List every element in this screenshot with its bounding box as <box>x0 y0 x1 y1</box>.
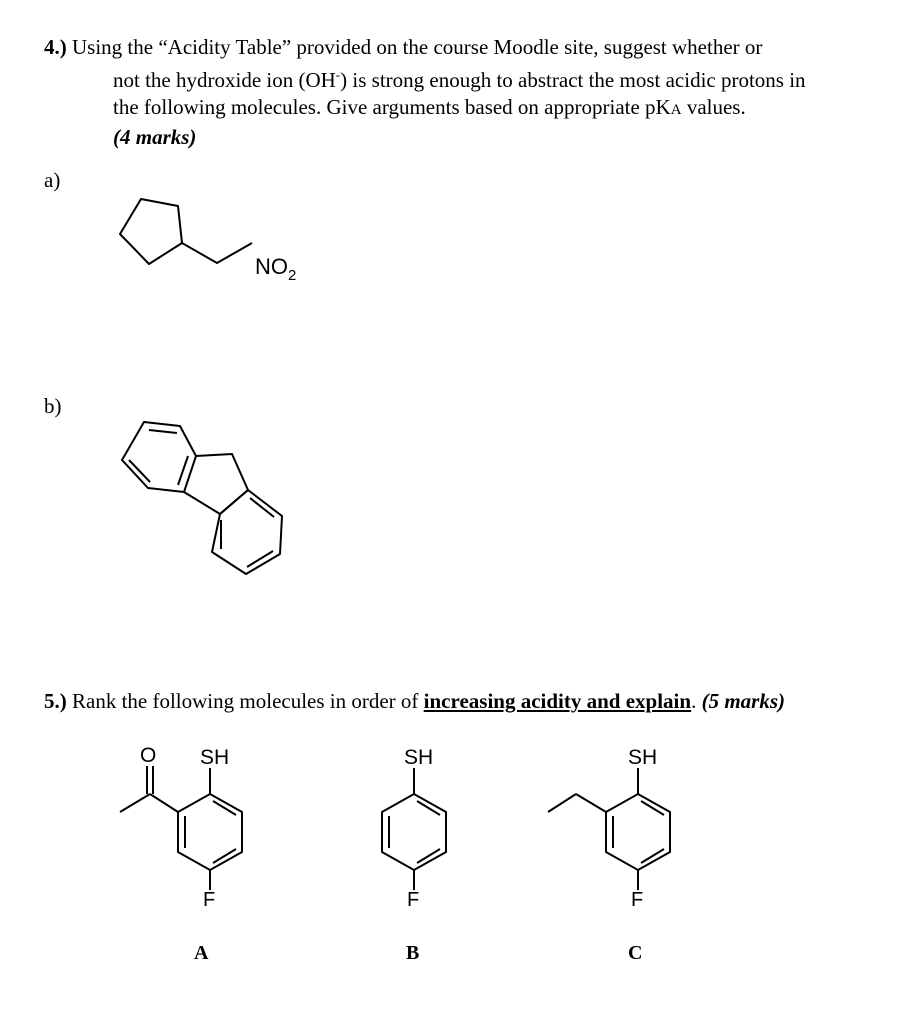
mol-A-o-label: O <box>140 744 157 767</box>
question-5-number: 5.) <box>44 689 67 713</box>
question-4-marks: (4 marks) <box>113 125 197 149</box>
mol-C-sh-label: SH <box>628 746 658 769</box>
question-4-number: 4.) <box>44 35 67 59</box>
part-b-label: b) <box>44 394 62 418</box>
q4-line3: the following molecules. Give arguments based on appropriate pK <box>113 95 671 119</box>
q4-line2-a: not the hydroxide ion (OH <box>113 68 336 92</box>
molecule-B-structure <box>360 738 480 918</box>
question-5-marks: (5 marks) <box>701 689 785 713</box>
question-4-line-3 <box>44 94 894 124</box>
question-5-text: Rank the following molecules in order of <box>72 689 424 713</box>
molecule-b-structure <box>100 410 300 590</box>
molecule-C-label: C <box>628 942 643 964</box>
mol-A-sh-label: SH <box>200 746 230 769</box>
question-5-emphasis: increasing acidity and explain <box>423 689 692 713</box>
molecule-A-structure <box>110 738 270 918</box>
molecule-B-label: B <box>406 942 420 964</box>
q4-line2-sup: - <box>335 67 341 82</box>
mol-B-f-label: F <box>407 889 420 911</box>
question-4-line-1 <box>44 34 894 61</box>
molecule-a-structure <box>100 190 360 300</box>
q4-line3-end: values. <box>681 95 746 119</box>
mol-a-no2-label: $NO_2$ <box>255 254 297 284</box>
question-4-line-2 <box>44 61 894 94</box>
question-5 <box>44 688 904 715</box>
question-4-line1-text: Using the “Acidity Table” provided on the course Moodle site, suggest whether or <box>72 35 763 59</box>
molecule-C-structure <box>540 738 700 918</box>
question-5-period: . <box>691 689 697 713</box>
part-a-label: a) <box>44 168 61 192</box>
question-4 <box>44 34 894 151</box>
q4-line2-b: ) is strong enough to abstract the most acidic protons in <box>340 68 806 92</box>
mol-B-sh-label: SH <box>404 746 434 769</box>
mol-A-f-label: F <box>203 889 216 911</box>
molecule-A-label: A <box>194 942 209 964</box>
q4-line3-sub: A <box>670 102 682 118</box>
mol-C-f-label: F <box>631 889 644 911</box>
